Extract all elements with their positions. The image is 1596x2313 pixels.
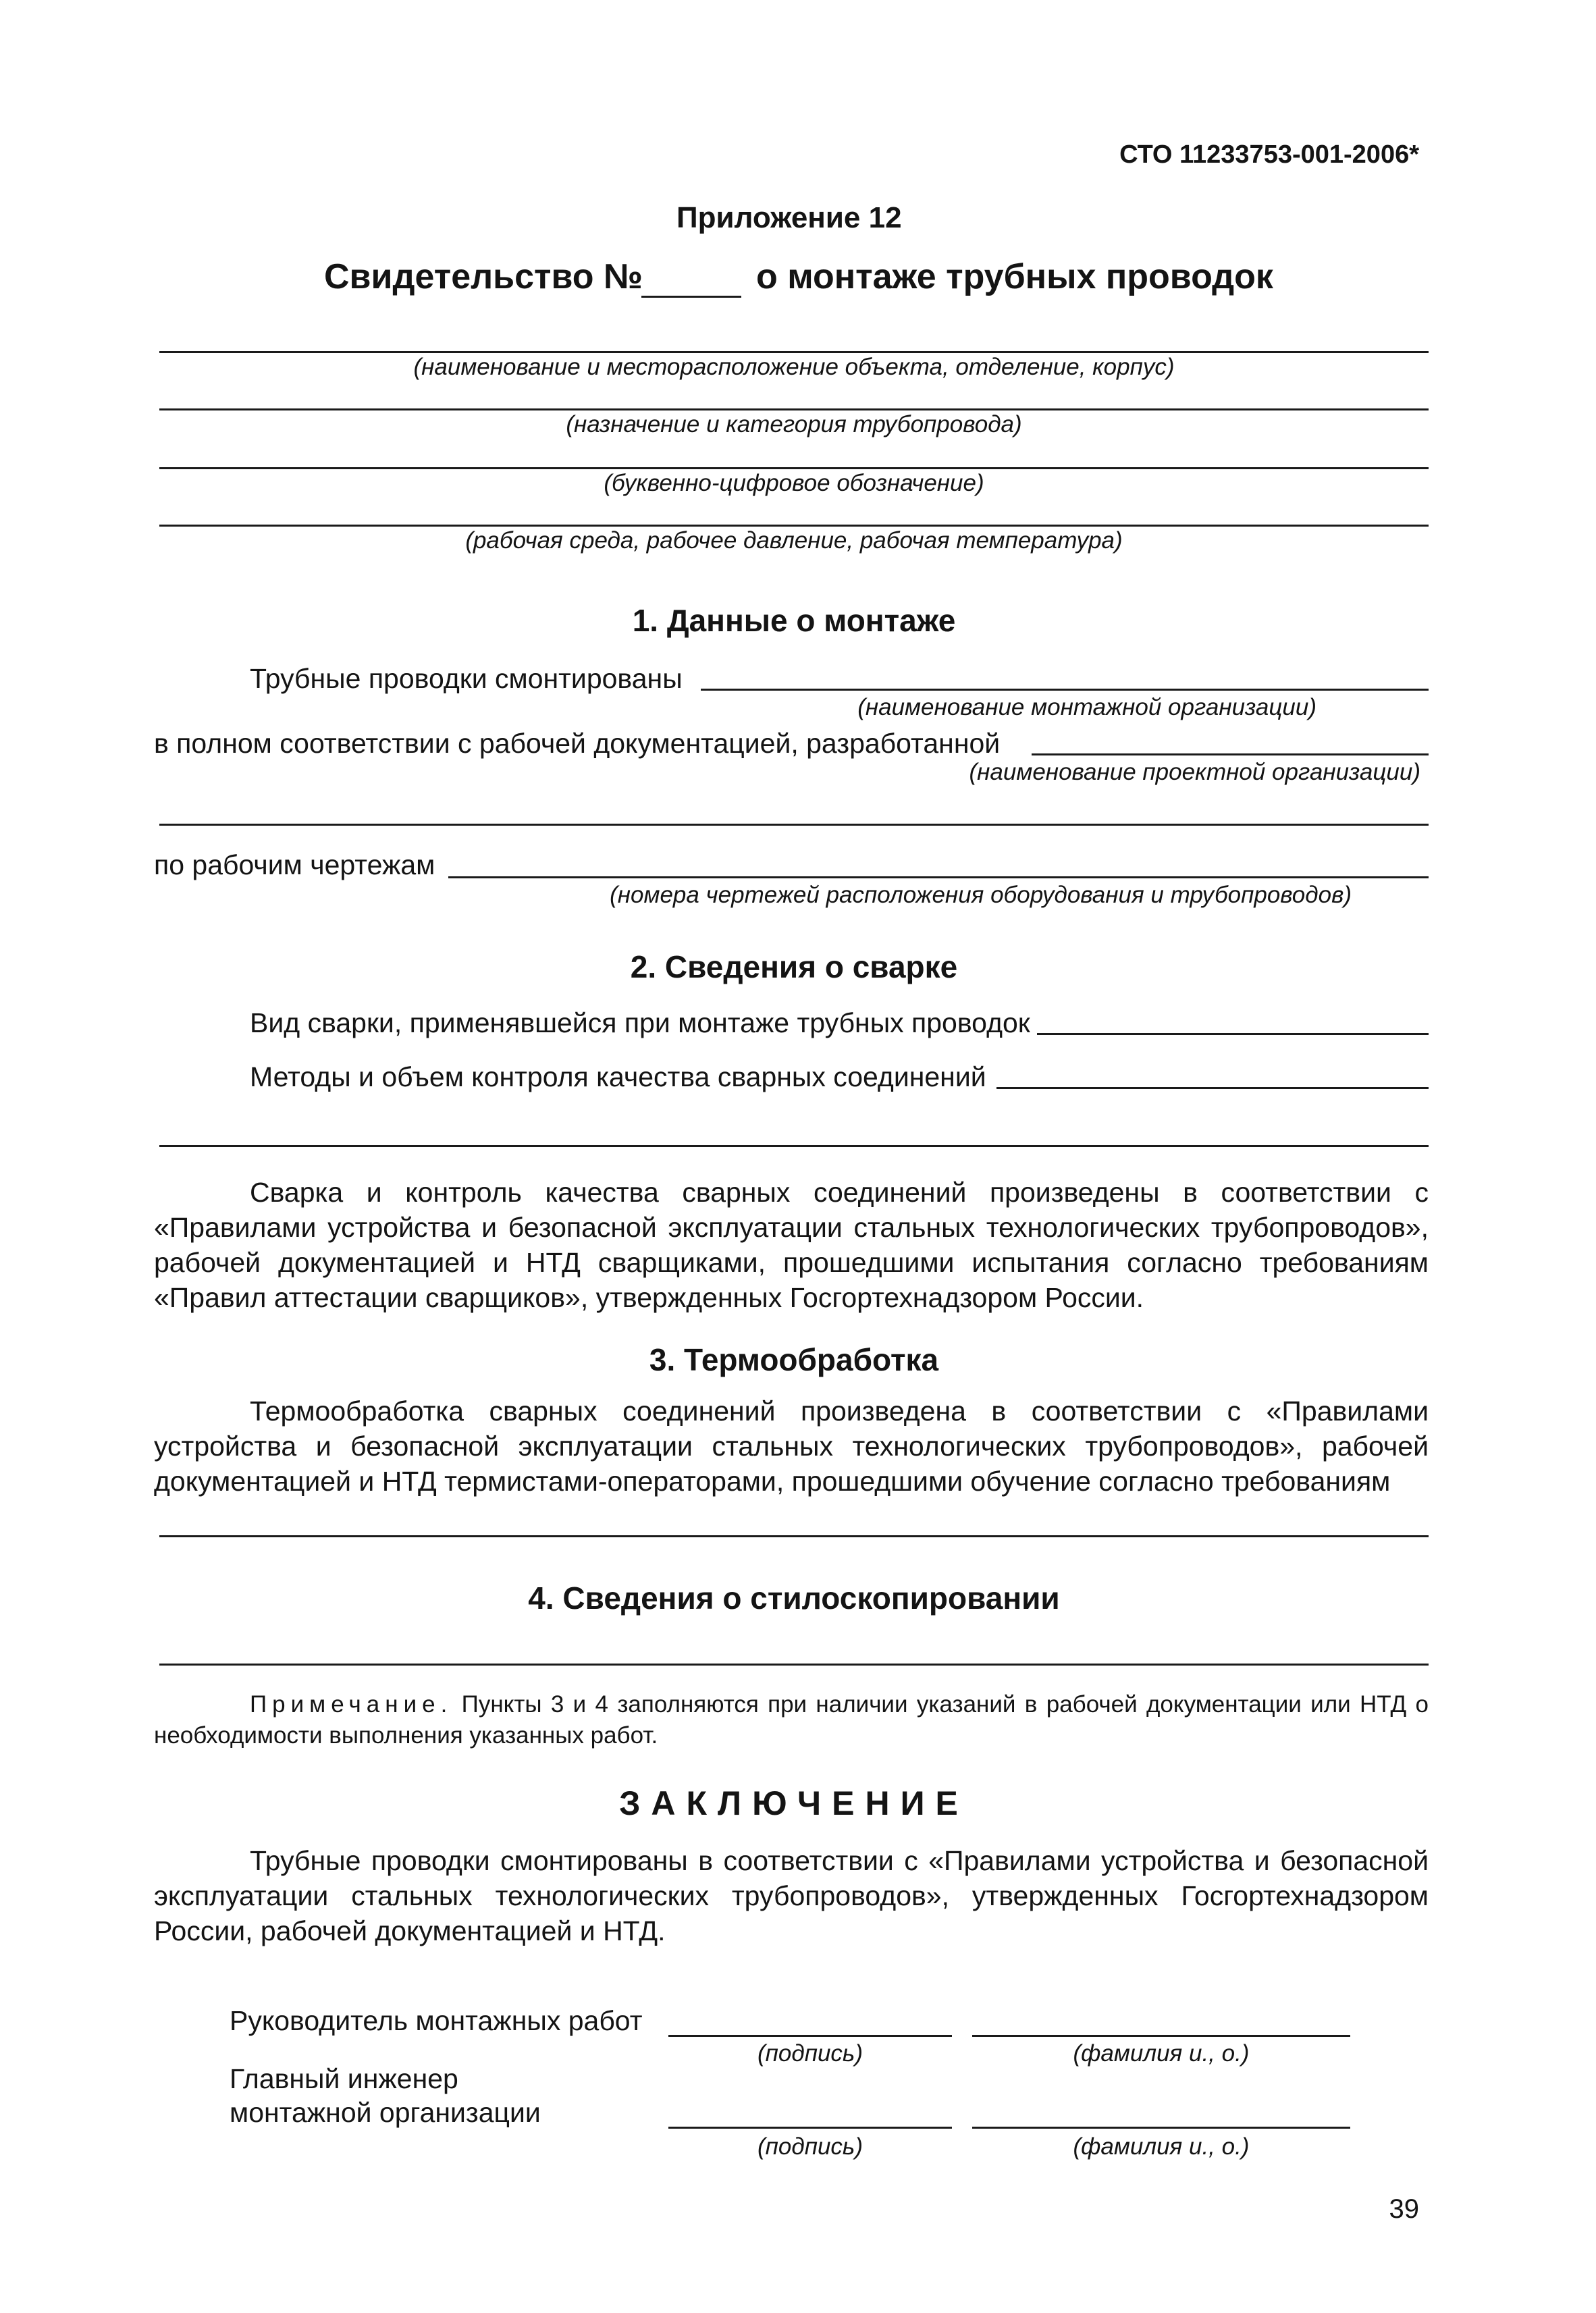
section2-heading: 2. Сведения о сварке <box>630 949 958 984</box>
note <box>154 1689 1429 1751</box>
page-number: 39 <box>1389 2194 1419 2224</box>
section3-paragraph: Термообработка сварных соединений произведена в соответствии с «Правилами устройства и безопасной эксплуатации стальных технологических трубопроводов», рабочей документацией и НТД термистами-операторами, прошедшими обучение согласно требованиям <box>154 1395 1429 1497</box>
note-label: Примечание. <box>250 1691 453 1718</box>
section1-line3-field <box>448 876 1429 878</box>
section4-field-line <box>159 1664 1429 1666</box>
section2-line1-field <box>1037 1033 1429 1035</box>
designation-line <box>159 467 1429 469</box>
signature-2-sign-line <box>668 2127 952 2129</box>
page-title-right: о монтаже трубных проводок <box>756 257 1273 296</box>
section1-line3-caption: (номера чертежей расположения оборудования и трубопроводов) <box>610 882 1352 908</box>
certificate-number-blank <box>641 296 741 298</box>
section2-line1-label: Вид сварки, применявшейся при монтаже трубных проводок <box>250 1007 1030 1038</box>
section1-line2-label: в полном соответствии с рабочей документацией, разработанной <box>154 728 1001 759</box>
purpose-caption: (назначение и категория трубопровода) <box>566 411 1022 437</box>
section1-line1-caption: (наименование монтажной организации) <box>857 694 1316 720</box>
signature-2-sign-caption: (подпись) <box>757 2133 863 2160</box>
signature-1-name-caption: (фамилия и., о.) <box>1073 2040 1250 2067</box>
medium-caption: (рабочая среда, рабочее давление, рабочая температура) <box>465 527 1123 554</box>
section1-line3-label: по рабочим чертежам <box>154 849 435 880</box>
purpose-line <box>159 408 1429 410</box>
section4-heading: 4. Сведения о стилоскопировании <box>528 1580 1060 1616</box>
signature-1-sign-line <box>668 2035 952 2037</box>
section3-heading: 3. Термообработка <box>649 1342 939 1377</box>
signature-1-sign-caption: (подпись) <box>757 2040 863 2067</box>
appendix-label: Приложение 12 <box>676 201 902 234</box>
signature-1-name-line <box>972 2035 1350 2037</box>
section1-line1-label: Трубные проводки смонтированы <box>250 663 683 694</box>
section1-line2-field <box>1032 753 1429 755</box>
section2-line2-field <box>996 1087 1429 1089</box>
signature-role-2-line1: Главный инженер <box>230 2063 458 2094</box>
document-code: СТО 11233753-001-2006* <box>1119 140 1419 169</box>
conclusion-heading: ЗАКЛЮЧЕНИЕ <box>619 1784 969 1822</box>
object-name-line <box>159 351 1429 353</box>
conclusion-paragraph: Трубные проводки смонтированы в соответствии с «Правилами устройства и безопасной эксплуатации стальных технологических трубопроводов», утвержденных Госгортехнадзором России, рабочей документацией и НТД. <box>154 1845 1429 1946</box>
designation-caption: (буквенно-цифровое обозначение) <box>604 470 984 496</box>
page-title-left: Свидетельство № <box>324 257 643 296</box>
section2-paragraph: Сварка и контроль качества сварных соединений произведены в соответствии с «Правилами устройства и безопасной эксплуатации стальных технологических трубопроводов», рабочей документацией и НТД сварщиками, прошедшими испытания согласно требованиям «Правил аттестации сварщиков», утвержденных Госгортехнадзором России. <box>154 1177 1429 1313</box>
section1-line1-field <box>701 689 1429 691</box>
section1-line2-caption: (наименование проектной организации) <box>969 759 1420 785</box>
signature-role-2-line2: монтажной организации <box>230 2097 541 2128</box>
section1-line2-continuation <box>159 824 1429 826</box>
section1-heading: 1. Данные о монтаже <box>632 603 956 638</box>
signature-role-1: Руководитель монтажных работ <box>230 2005 643 2036</box>
signature-2-name-line <box>972 2127 1350 2129</box>
note-text: Пункты 3 и 4 заполняются при наличии указаний в рабочей документации или НТД о необходимости выполнения указанных работ. <box>154 1691 1429 1749</box>
medium-line <box>159 525 1429 527</box>
signature-2-name-caption: (фамилия и., о.) <box>1073 2133 1250 2160</box>
section2-line2-label: Методы и объем контроля качества сварных соединений <box>250 1061 986 1092</box>
section3-continuation-line <box>159 1535 1429 1537</box>
section2-line2-continuation <box>159 1145 1429 1147</box>
object-name-caption: (наименование и месторасположение объекта, отделение, корпус) <box>413 354 1175 380</box>
